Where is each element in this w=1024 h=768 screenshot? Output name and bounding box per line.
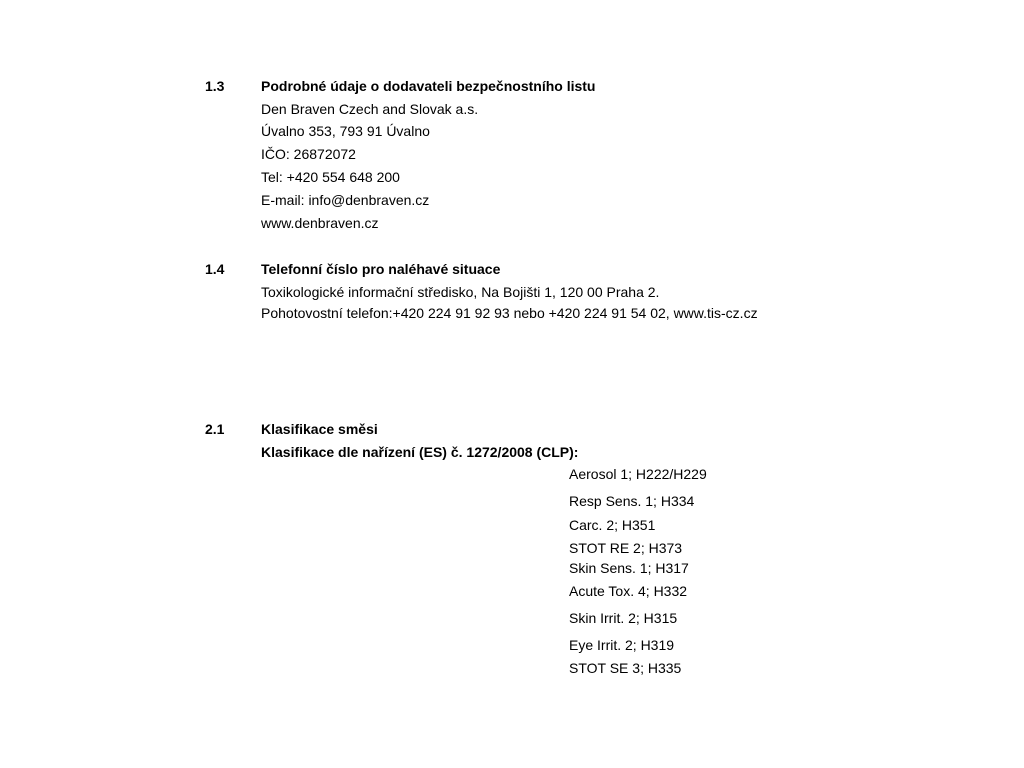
section-1-3-heading: Podrobné údaje o dodavateli bezpečnostního listu (261, 78, 596, 94)
classification-item: Eye Irrit. 2; H319 (569, 637, 675, 653)
classification-item: Resp Sens. 1; H334 (569, 493, 695, 509)
section-2-1-heading: Klasifikace směsi (261, 421, 378, 437)
supplier-website: www.denbraven.cz (261, 215, 379, 231)
supplier-ico: IČO: 26872072 (261, 146, 356, 162)
classification-item: Carc. 2; H351 (569, 517, 656, 533)
emergency-center: Toxikologické informační středisko, Na Bojišti 1, 120 00 Praha 2. (261, 284, 660, 300)
supplier-company: Den Braven Czech and Slovak a.s. (261, 101, 479, 117)
section-2-1-number: 2.1 (205, 421, 225, 437)
section-1-4-number: 1.4 (205, 261, 225, 277)
classification-item: STOT SE 3; H335 (569, 660, 682, 676)
classification-item: STOT RE 2; H373 (569, 540, 683, 556)
section-1-3-number: 1.3 (205, 78, 225, 94)
supplier-phone: Tel: +420 554 648 200 (261, 169, 400, 185)
classification-item: Skin Sens. 1; H317 (569, 560, 689, 576)
emergency-phone: Pohotovostní telefon:+420 224 91 92 93 nebo +420 224 91 54 02, www.tis-cz.cz (261, 305, 758, 321)
classification-item: Skin Irrit. 2; H315 (569, 610, 678, 626)
classification-item: Aerosol 1; H222/H229 (569, 466, 707, 482)
classification-item: Acute Tox. 4; H332 (569, 583, 688, 599)
supplier-address: Úvalno 353, 793 91 Úvalno (261, 123, 430, 139)
clp-classification-heading: Klasifikace dle nařízení (ES) č. 1272/2008 (CLP): (261, 444, 579, 460)
section-1-4-heading: Telefonní číslo pro naléhavé situace (261, 261, 501, 277)
supplier-email: E-mail: info@denbraven.cz (261, 192, 430, 208)
